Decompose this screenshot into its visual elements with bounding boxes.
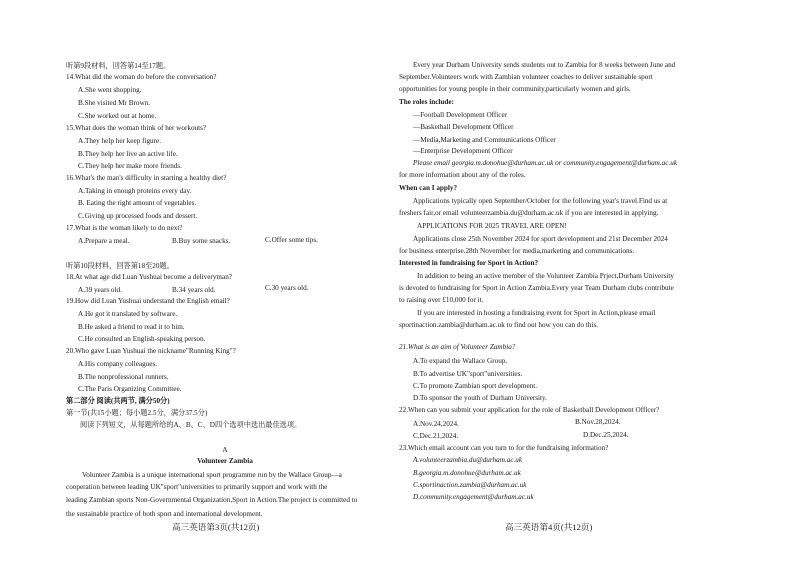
section10-heading: 听第10段材料，回答第18至20题。 xyxy=(66,262,174,270)
q15-option-b: B.They help her live an active life. xyxy=(78,150,178,158)
question-16: 16.What's the man's difficulty in starting a healthy diet? xyxy=(66,174,227,182)
passage-line-2: cooperation between leading UK"sport"universities to primarily support and work with the xyxy=(66,483,328,491)
apply-line-4: Applications close 25th November 2024 for sport development and 21st December 2024 xyxy=(413,235,668,243)
q15-option-c: C.They help her make more friends. xyxy=(78,162,182,170)
q16-option-b: B. Eating the right amount of vegetables. xyxy=(78,199,197,207)
q22-option-a: A.Nov.24,2024. xyxy=(413,420,459,428)
q15-option-a: A.They help her keep figure. xyxy=(78,137,162,145)
fund-line-5: sportinaction.zambia@durham.ac.uk to find out how you can do this. xyxy=(399,321,599,329)
role-football: —Football Development Officer xyxy=(413,111,508,119)
q23-option-a: A.volunteerzambia.du@durham.ac.uk xyxy=(413,456,523,464)
right-para-1-line-2: September.Volunteers work with Zambian volunteer coaches to deliver sustainable sport xyxy=(399,73,653,81)
q21-option-c: C.To promote Zambian sport development. xyxy=(413,382,538,390)
fund-line-3: to raising over £10,000 for it. xyxy=(399,296,484,304)
right-para-1-line-3: opportunities for young people in their community,particularly women and girls. xyxy=(399,85,631,93)
section1-heading: 第一节(共15小题；每小题2.5分，满分37.5分) xyxy=(66,409,208,417)
question-23: 23.Which email account can you turn to for the fundraising information? xyxy=(399,444,609,452)
fund-line-1: In addition to being an active member of the Volunteer Zambia Prject,Durham University xyxy=(417,272,675,280)
fundraising-heading: Interested in fundraising for Sport in Action? xyxy=(399,259,539,267)
apply-line-2: freshers fair,or email volunteerzambia.du@durham.ac.uk if you are interested in applying. xyxy=(399,209,659,217)
section9-heading: 听第9段材料，回答第14至17题。 xyxy=(66,62,171,70)
fund-line-4: If you are interested in hosting a fundraising event for Sport in Action,please email xyxy=(417,309,656,317)
q14-option-c: C.She worked out at home. xyxy=(78,112,157,120)
question-21: 21.What is an aim of Volunteer Zambia? xyxy=(399,343,516,351)
q17-option-a: A.Prepare a meal. xyxy=(78,237,130,245)
q14-option-a: A.She went shopping. xyxy=(78,86,142,94)
question-17: 17.What is the woman likely to do next? xyxy=(66,224,183,232)
q22-option-b: B.Nov.28,2024. xyxy=(575,418,621,426)
apply-heading: When can I apply? xyxy=(399,184,458,192)
passage-line-3: leading Zambian sports Non-Governmental Organization,Sport in Action.The project is committed to xyxy=(66,496,358,504)
q18-option-c: C.30 years old. xyxy=(265,284,309,292)
right-para-1-line-1: Every year Durham University sends students out to Zambia for 8 weeks between June and xyxy=(413,61,676,69)
q14-option-b: B.She visited Mr Brown. xyxy=(78,99,151,107)
role-media: —Media,Marketing and Communications Officer xyxy=(413,136,556,144)
fund-line-2: is devoted to fundraising for Sport in Action Zambia.Every year Team Durham clubs contribute xyxy=(399,284,674,292)
role-basketball: —Basketball Development Officer xyxy=(413,123,514,131)
question-14: 14.What did the woman do before the conversation? xyxy=(66,73,217,81)
roles-heading: The roles include: xyxy=(399,98,454,106)
q22-option-c: C.Dec.21,2024. xyxy=(413,432,459,440)
q16-option-c: C.Giving up processed foods and dessert. xyxy=(78,212,198,220)
q21-option-d: D.To sponsor the youth of Durham University. xyxy=(413,394,547,402)
q17-option-c: C.Offer some tips. xyxy=(265,236,318,244)
question-15: 15.What does the woman think of her workouts? xyxy=(66,124,207,132)
passage-line-1: Volunteer Zambia is a unique international sport programme run by the Wallace Group—a xyxy=(82,471,342,479)
apply-open-notice: APPLICATIONS FOR 2025 TRAVEL ARE OPEN! xyxy=(417,222,567,230)
q23-option-b: B.georgia.m.donohue@durham.ac.uk xyxy=(413,469,521,477)
q20-option-c: C.The Paris Organizing Committee. xyxy=(78,385,182,393)
question-19: 19.How did Luan Yushuai understand the English email? xyxy=(66,297,230,305)
passage-line-4: the sustainable practice of both sport and international development. xyxy=(66,510,263,518)
roles-email-line-1: Please email georgia.m.donohue@durham.ac.uk or community.engagement@durham.ac.uk xyxy=(413,159,678,167)
q18-option-a: A.39 years old. xyxy=(78,286,122,294)
roles-email-line-2: for more information about any of the roles. xyxy=(399,171,526,179)
question-22: 22.When can you submit your application for the role of Basketball Development Officer? xyxy=(399,406,660,414)
q20-option-a: A.His company colleagues. xyxy=(78,360,158,368)
reading-instructions: 阅读下列短文，从每题所给的A、B、C、D四个选项中选出最佳选项。 xyxy=(80,421,302,429)
part2-heading: 第二部分 阅读(共两节, 满分50分) xyxy=(66,397,170,405)
q22-option-d: D.Dec.25,2024. xyxy=(583,431,629,439)
q21-option-b: B.To advertise UK"sport"universities. xyxy=(413,370,523,378)
apply-line-1: Applications typically open September/October for the following year's travel.Find us at xyxy=(413,197,668,205)
q23-option-c: C.sportinaction.zambia@durham.ac.uk xyxy=(413,481,527,489)
q21-option-a: A.To expand the Wallace Group. xyxy=(413,357,508,365)
q17-option-b: B.Buy some snacks. xyxy=(172,237,231,245)
passage-letter: A xyxy=(222,446,228,454)
q23-option-d: D.community.engagement@durham.ac.uk xyxy=(413,493,534,501)
q19-option-c: C.He consulted an English-speaking person. xyxy=(78,335,206,343)
q18-option-b: B.34 years old. xyxy=(172,286,216,294)
q19-option-a: A.He got it translated by software. xyxy=(78,310,178,318)
q19-option-b: B.He asked a friend to read it to him. xyxy=(78,323,185,331)
left-page-footer: 高三英语第3页(共12页) xyxy=(172,522,260,532)
role-enterprise: —Enterprise Development Officer xyxy=(413,147,513,155)
q20-option-b: B.The nonprofessional runners. xyxy=(78,373,169,381)
q16-option-a: A.Taking in enough proteins every day. xyxy=(78,187,192,195)
passage-title: Volunteer Zambia xyxy=(197,457,253,465)
question-20: 20.Who gave Luan Yushuai the nickname"Running King"? xyxy=(66,347,236,355)
right-page-footer: 高三英语第4页(共12页) xyxy=(505,522,593,532)
apply-line-5: for business enterprise.28th November for media,marketing and communications. xyxy=(399,247,635,255)
question-18: 18.At what age did Luan Yushuai become a deliveryman? xyxy=(66,273,232,281)
